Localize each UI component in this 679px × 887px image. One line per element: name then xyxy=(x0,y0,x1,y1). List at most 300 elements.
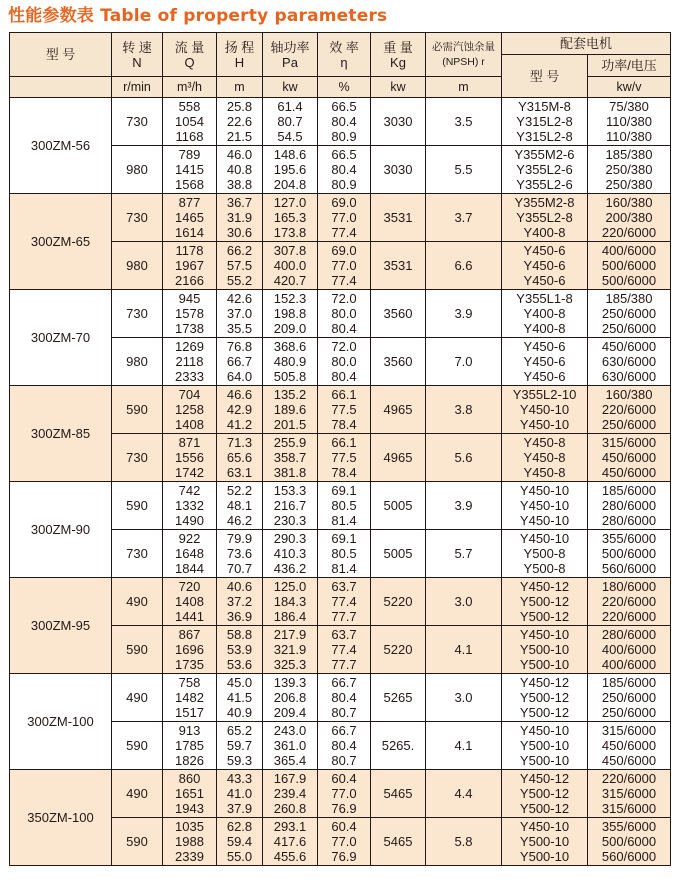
motor-model-cell-line: Y500-10 xyxy=(519,657,570,672)
efficiency-cell-line: 76.9 xyxy=(331,801,357,816)
motor-model-cell-line: Y500-10 xyxy=(519,642,570,657)
efficiency-cell-line: 76.9 xyxy=(331,849,357,864)
motor-power-cell-line: 280/6000 xyxy=(601,627,657,642)
head-cell xyxy=(217,722,263,770)
flow-cell xyxy=(163,530,217,578)
flow-cell xyxy=(163,722,217,770)
head-cell xyxy=(217,242,263,290)
weight-cell: 3531 xyxy=(371,194,426,242)
power-cell xyxy=(263,578,318,626)
speed-cell: 730 xyxy=(112,194,163,242)
flow-cell xyxy=(163,578,217,626)
motor-model-cell-line: Y355L2-6 xyxy=(516,177,573,192)
efficiency-cell xyxy=(318,146,371,194)
motor-model-cell xyxy=(502,338,588,386)
flow-cell-line: 1967 xyxy=(175,258,204,273)
efficiency-cell-line: 77.4 xyxy=(331,225,357,240)
motor-power-cell-line: 75/380 xyxy=(609,99,649,114)
power-cell-line: 201.5 xyxy=(273,417,307,432)
power-cell-line: 127.0 xyxy=(273,195,307,210)
motor-model-cell-line: Y450-12 xyxy=(519,771,570,786)
head-cell-line: 65.6 xyxy=(226,450,253,465)
motor-model-cell-line: Y450-6 xyxy=(523,354,566,369)
efficiency-cell-line: 77.7 xyxy=(331,609,357,624)
motor-model-cell xyxy=(502,770,588,818)
flow-cell xyxy=(163,770,217,818)
head-cell xyxy=(217,194,263,242)
weight-cell: 5465 xyxy=(371,770,426,818)
speed-cell: 730 xyxy=(112,98,163,146)
motor-power-cell-line: 185/380 xyxy=(605,147,653,162)
motor-model-cell-line: Y315M-8 xyxy=(518,99,571,114)
header-head: 扬 程 H xyxy=(217,33,263,77)
flow-cell-line: 2166 xyxy=(175,273,204,288)
head-cell-line: 21.5 xyxy=(226,129,253,144)
header-motor-model: 型 号 xyxy=(502,55,588,98)
npsh-cell: 6.6 xyxy=(426,242,502,290)
head-cell xyxy=(217,386,263,434)
motor-model-cell-line: Y450-12 xyxy=(519,675,570,690)
efficiency-cell-line: 80.5 xyxy=(331,546,357,561)
motor-model-cell-line: Y355L2-8 xyxy=(516,210,573,225)
npsh-cell: 3.9 xyxy=(426,290,502,338)
flow-cell-line: 1738 xyxy=(175,321,204,336)
flow-cell-line: 945 xyxy=(178,291,201,306)
flow-cell-line: 558 xyxy=(178,99,201,114)
flow-cell-line: 1054 xyxy=(175,114,204,129)
motor-power-cell-line: 250/6000 xyxy=(601,321,657,336)
flow-cell-line: 922 xyxy=(178,531,201,546)
motor-model-cell-line: Y450-12 xyxy=(519,579,570,594)
npsh-cell: 4.4 xyxy=(426,770,502,818)
motor-power-cell-line: 220/6000 xyxy=(601,609,657,624)
speed-cell: 730 xyxy=(112,530,163,578)
flow-cell-line: 1826 xyxy=(175,753,204,768)
table-row xyxy=(10,674,671,722)
power-cell xyxy=(263,674,318,722)
motor-model-cell-line: Y315L2-8 xyxy=(516,129,573,144)
motor-model-cell-line: Y400-8 xyxy=(523,321,566,336)
flow-cell xyxy=(163,626,217,674)
head-cell-line: 46.6 xyxy=(226,387,253,402)
flow-cell-line: 1415 xyxy=(175,162,204,177)
motor-power-cell-line: 450/6000 xyxy=(601,465,657,480)
motor-power-cell xyxy=(588,674,671,722)
flow-cell-line: 1408 xyxy=(175,417,204,432)
speed-cell: 490 xyxy=(112,770,163,818)
power-cell-line: 400.0 xyxy=(273,258,307,273)
flow-cell-line: 867 xyxy=(178,627,201,642)
speed-cell: 980 xyxy=(112,242,163,290)
efficiency-cell-line: 80.9 xyxy=(331,129,357,144)
power-cell-line: 80.7 xyxy=(277,114,303,129)
motor-power-cell-line: 185/6000 xyxy=(601,483,657,498)
motor-model-cell xyxy=(502,674,588,722)
efficiency-cell xyxy=(318,194,371,242)
motor-model-cell-line: Y355M2-8 xyxy=(514,195,575,210)
weight-cell: 5265. xyxy=(371,722,426,770)
speed-cell: 590 xyxy=(112,482,163,530)
efficiency-cell-line: 80.4 xyxy=(331,114,357,129)
motor-power-cell-line: 220/6000 xyxy=(601,771,657,786)
head-cell-line: 42.9 xyxy=(226,402,253,417)
unit-weight: kw xyxy=(371,77,426,98)
npsh-cell: 3.7 xyxy=(426,194,502,242)
motor-power-cell-line: 450/6000 xyxy=(601,738,657,753)
flow-cell-line: 758 xyxy=(178,675,201,690)
efficiency-cell-line: 69.1 xyxy=(331,531,357,546)
unit-npsh: m xyxy=(426,77,502,98)
motor-model-cell xyxy=(502,434,588,482)
motor-model-cell xyxy=(502,242,588,290)
efficiency-cell xyxy=(318,290,371,338)
power-cell xyxy=(263,146,318,194)
unit-efficiency: % xyxy=(318,77,371,98)
power-cell xyxy=(263,434,318,482)
table-row xyxy=(10,770,671,818)
efficiency-cell-line: 77.0 xyxy=(331,834,357,849)
power-cell-line: 321.9 xyxy=(273,642,307,657)
motor-power-cell-line: 500/6000 xyxy=(601,273,657,288)
power-cell-line: 61.4 xyxy=(277,99,303,114)
power-cell xyxy=(263,530,318,578)
flow-cell-line: 1651 xyxy=(175,786,204,801)
motor-power-cell-line: 250/6000 xyxy=(601,690,657,705)
motor-power-cell xyxy=(588,194,671,242)
power-cell-line: 436.2 xyxy=(273,561,307,576)
motor-power-cell-line: 250/6000 xyxy=(601,306,657,321)
efficiency-cell xyxy=(318,530,371,578)
motor-model-cell xyxy=(502,626,588,674)
head-cell-line: 35.5 xyxy=(226,321,253,336)
page-title: 性能参数表 Table of property parameters xyxy=(8,6,388,26)
efficiency-cell-line: 66.7 xyxy=(331,675,357,690)
flow-cell-line: 720 xyxy=(178,579,201,594)
motor-model-cell-line: Y450-6 xyxy=(523,339,566,354)
motor-model-cell xyxy=(502,818,588,866)
head-cell-line: 79.9 xyxy=(226,531,253,546)
head-cell xyxy=(217,482,263,530)
npsh-cell: 5.5 xyxy=(426,146,502,194)
efficiency-cell-line: 60.4 xyxy=(331,771,357,786)
head-cell-line: 31.9 xyxy=(226,210,253,225)
motor-model-cell-line: Y450-8 xyxy=(523,435,566,450)
head-cell-line: 59.3 xyxy=(226,753,253,768)
efficiency-cell-line: 80.4 xyxy=(331,690,357,705)
efficiency-cell-line: 80.0 xyxy=(331,354,357,369)
power-cell-line: 293.1 xyxy=(273,819,307,834)
motor-power-cell-line: 315/6000 xyxy=(601,435,657,450)
motor-power-cell xyxy=(588,290,671,338)
head-cell-line: 63.1 xyxy=(226,465,253,480)
unit-flow: m³/h xyxy=(163,77,217,98)
power-cell-line: 209.0 xyxy=(273,321,307,336)
motor-model-cell-line: Y500-8 xyxy=(523,546,566,561)
flow-cell xyxy=(163,482,217,530)
flow-cell xyxy=(163,386,217,434)
head-cell-line: 70.7 xyxy=(226,561,253,576)
flow-cell-line: 1441 xyxy=(175,609,204,624)
motor-model-cell-line: Y500-12 xyxy=(519,609,570,624)
head-cell-line: 71.3 xyxy=(226,435,253,450)
motor-power-cell xyxy=(588,530,671,578)
efficiency-cell-line: 77.0 xyxy=(331,786,357,801)
speed-cell: 590 xyxy=(112,386,163,434)
motor-power-cell xyxy=(588,434,671,482)
motor-power-cell-line: 400/6000 xyxy=(601,243,657,258)
power-cell-line: 209.4 xyxy=(273,705,307,720)
power-cell-line: 368.6 xyxy=(273,339,307,354)
head-cell-line: 46.2 xyxy=(226,513,253,528)
efficiency-cell xyxy=(318,722,371,770)
head-cell xyxy=(217,674,263,722)
flow-cell-line: 1178 xyxy=(175,243,204,258)
flow-cell-line: 1568 xyxy=(175,177,204,192)
motor-model-cell-line: Y500-10 xyxy=(519,834,570,849)
power-cell-line: 410.3 xyxy=(273,546,307,561)
motor-power-cell xyxy=(588,626,671,674)
power-cell-line: 325.3 xyxy=(273,657,307,672)
power-cell-line: 189.6 xyxy=(273,402,307,417)
power-cell-line: 260.8 xyxy=(273,801,307,816)
power-cell-line: 365.4 xyxy=(273,753,307,768)
power-cell-line: 217.9 xyxy=(273,627,307,642)
motor-power-cell-line: 185/6000 xyxy=(601,675,657,690)
head-cell-line: 59.7 xyxy=(226,738,253,753)
property-table xyxy=(9,32,671,866)
efficiency-cell xyxy=(318,338,371,386)
pump-model: 300ZM-65 xyxy=(10,194,112,290)
power-cell xyxy=(263,98,318,146)
head-cell-line: 30.6 xyxy=(226,225,253,240)
motor-model-cell-line: Y500-8 xyxy=(523,561,566,576)
power-cell-line: 186.4 xyxy=(273,609,307,624)
power-cell-line: 148.6 xyxy=(273,147,307,162)
efficiency-cell-line: 77.7 xyxy=(331,657,357,672)
flow-cell-line: 1035 xyxy=(175,819,204,834)
motor-model-cell xyxy=(502,194,588,242)
power-cell-line: 255.9 xyxy=(273,435,307,450)
npsh-cell: 5.7 xyxy=(426,530,502,578)
power-cell-line: 361.0 xyxy=(273,738,307,753)
efficiency-cell-line: 69.0 xyxy=(331,243,357,258)
motor-model-cell-line: Y450-6 xyxy=(523,258,566,273)
efficiency-cell-line: 77.0 xyxy=(331,258,357,273)
flow-cell-line: 1614 xyxy=(175,225,204,240)
motor-power-cell xyxy=(588,482,671,530)
motor-model-cell-line: Y450-8 xyxy=(523,465,566,480)
weight-cell: 3560 xyxy=(371,338,426,386)
efficiency-cell-line: 78.4 xyxy=(331,465,357,480)
motor-power-cell-line: 500/6000 xyxy=(601,834,657,849)
power-cell-line: 54.5 xyxy=(277,129,303,144)
flow-cell-line: 1269 xyxy=(175,339,204,354)
header-speed: 转 速 N xyxy=(112,33,163,77)
power-cell-line: 152.3 xyxy=(273,291,307,306)
head-cell-line: 57.5 xyxy=(226,258,253,273)
head-cell-line: 58.8 xyxy=(226,627,253,642)
efficiency-cell-line: 60.4 xyxy=(331,819,357,834)
power-cell-line: 167.9 xyxy=(273,771,307,786)
pump-model: 300ZM-95 xyxy=(10,578,112,674)
power-cell-line: 243.0 xyxy=(273,723,307,738)
motor-model-cell-line: Y315L2-8 xyxy=(516,114,573,129)
head-cell-line: 36.7 xyxy=(226,195,253,210)
power-cell-line: 505.8 xyxy=(273,369,307,384)
motor-model-cell-line: Y355M2-6 xyxy=(514,147,575,162)
motor-model-cell-line: Y355L2-6 xyxy=(516,162,573,177)
motor-model-cell-line: Y355L2-10 xyxy=(512,387,577,402)
weight-cell: 3030 xyxy=(371,146,426,194)
head-cell-line: 64.0 xyxy=(226,369,253,384)
motor-power-cell-line: 160/380 xyxy=(605,195,653,210)
unit-model-blank xyxy=(10,77,112,98)
efficiency-cell xyxy=(318,578,371,626)
motor-power-cell-line: 630/6000 xyxy=(601,354,657,369)
motor-model-cell xyxy=(502,482,588,530)
head-cell-line: 41.0 xyxy=(226,786,253,801)
motor-power-cell-line: 280/6000 xyxy=(601,513,657,528)
unit-head: m xyxy=(217,77,263,98)
efficiency-cell-line: 77.5 xyxy=(331,450,357,465)
power-cell-line: 165.3 xyxy=(273,210,307,225)
motor-power-cell xyxy=(588,818,671,866)
flow-cell-line: 860 xyxy=(178,771,201,786)
head-cell xyxy=(217,770,263,818)
motor-model-cell-line: Y450-10 xyxy=(519,627,570,642)
motor-model-cell-line: Y400-8 xyxy=(523,225,566,240)
weight-cell: 3531 xyxy=(371,242,426,290)
flow-cell-line: 2339 xyxy=(175,849,204,864)
motor-model-cell-line: Y500-12 xyxy=(519,705,570,720)
header-motor: 配套电机 xyxy=(502,33,671,55)
head-cell xyxy=(217,578,263,626)
header-npsh: 必需汽蚀余量 (NPSH) r xyxy=(426,33,502,77)
head-cell-line: 25.8 xyxy=(226,99,253,114)
motor-power-cell-line: 110/380 xyxy=(605,114,653,129)
motor-model-cell-line: Y450-8 xyxy=(523,450,566,465)
power-cell-line: 420.7 xyxy=(273,273,307,288)
motor-power-cell-line: 500/6000 xyxy=(601,546,657,561)
motor-power-cell-line: 560/6000 xyxy=(601,561,657,576)
efficiency-cell xyxy=(318,818,371,866)
efficiency-cell-line: 66.7 xyxy=(331,723,357,738)
power-cell-line: 358.7 xyxy=(273,450,307,465)
weight-cell: 5220 xyxy=(371,578,426,626)
power-cell xyxy=(263,770,318,818)
flow-cell-line: 1168 xyxy=(175,129,204,144)
efficiency-cell-line: 81.4 xyxy=(331,561,357,576)
flow-cell-line: 1465 xyxy=(175,210,204,225)
power-cell xyxy=(263,626,318,674)
flow-cell-line: 1408 xyxy=(175,594,204,609)
pump-model: 300ZM-70 xyxy=(10,290,112,386)
head-cell-line: 37.2 xyxy=(226,594,253,609)
head-cell-line: 40.6 xyxy=(226,579,253,594)
power-cell-line: 290.3 xyxy=(273,531,307,546)
flow-cell-line: 1258 xyxy=(175,402,204,417)
weight-cell: 5220 xyxy=(371,626,426,674)
efficiency-cell-line: 66.5 xyxy=(331,147,357,162)
head-cell-line: 76.8 xyxy=(226,339,253,354)
motor-model-cell-line: Y500-10 xyxy=(519,849,570,864)
weight-cell: 3030 xyxy=(371,98,426,146)
head-cell-line: 66.7 xyxy=(226,354,253,369)
efficiency-cell-line: 80.5 xyxy=(331,498,357,513)
npsh-cell: 3.5 xyxy=(426,98,502,146)
motor-power-cell-line: 220/6000 xyxy=(601,225,657,240)
table-row xyxy=(10,290,671,338)
head-cell xyxy=(217,530,263,578)
motor-model-cell xyxy=(502,98,588,146)
motor-model-cell-line: Y450-6 xyxy=(523,369,566,384)
power-cell-line: 135.2 xyxy=(273,387,307,402)
motor-model-cell xyxy=(502,290,588,338)
motor-power-cell-line: 315/6000 xyxy=(601,801,657,816)
efficiency-cell-line: 77.4 xyxy=(331,594,357,609)
power-cell-line: 381.8 xyxy=(273,465,307,480)
motor-power-cell-line: 250/380 xyxy=(605,177,653,192)
head-cell-line: 36.9 xyxy=(226,609,253,624)
motor-model-cell-line: Y500-12 xyxy=(519,801,570,816)
power-cell xyxy=(263,338,318,386)
flow-cell xyxy=(163,674,217,722)
motor-power-cell xyxy=(588,98,671,146)
motor-power-cell-line: 355/6000 xyxy=(601,531,657,546)
efficiency-cell-line: 77.0 xyxy=(331,210,357,225)
flow-cell-line: 789 xyxy=(178,147,201,162)
flow-cell-line: 1943 xyxy=(175,801,204,816)
efficiency-cell-line: 69.1 xyxy=(331,483,357,498)
efficiency-cell-line: 77.5 xyxy=(331,402,357,417)
motor-power-cell-line: 250/6000 xyxy=(601,417,657,432)
motor-power-cell xyxy=(588,770,671,818)
efficiency-cell xyxy=(318,626,371,674)
motor-power-cell-line: 560/6000 xyxy=(601,849,657,864)
head-cell-line: 66.2 xyxy=(226,243,253,258)
motor-model-cell xyxy=(502,146,588,194)
flow-cell-line: 742 xyxy=(178,483,201,498)
efficiency-cell-line: 80.0 xyxy=(331,306,357,321)
pump-model: 300ZM-90 xyxy=(10,482,112,578)
flow-cell xyxy=(163,194,217,242)
power-cell-line: 307.8 xyxy=(273,243,307,258)
motor-model-cell-line: Y400-8 xyxy=(523,306,566,321)
motor-power-cell-line: 450/6000 xyxy=(601,450,657,465)
efficiency-cell-line: 66.1 xyxy=(331,435,357,450)
motor-power-cell-line: 630/6000 xyxy=(601,369,657,384)
head-cell-line: 52.2 xyxy=(226,483,253,498)
head-cell-line: 59.4 xyxy=(226,834,253,849)
efficiency-cell-line: 80.7 xyxy=(331,753,357,768)
motor-power-cell-line: 500/6000 xyxy=(601,258,657,273)
power-cell-line: 184.3 xyxy=(273,594,307,609)
efficiency-cell-line: 80.4 xyxy=(331,162,357,177)
power-cell-line: 153.3 xyxy=(273,483,307,498)
efficiency-cell-line: 81.4 xyxy=(331,513,357,528)
motor-model-cell-line: Y500-12 xyxy=(519,594,570,609)
motor-model-cell-line: Y450-6 xyxy=(523,273,566,288)
motor-power-cell xyxy=(588,146,671,194)
motor-power-cell-line: 110/380 xyxy=(605,129,653,144)
flow-cell-line: 1578 xyxy=(175,306,204,321)
flow-cell-line: 1742 xyxy=(175,465,204,480)
header-model: 型 号 xyxy=(10,33,112,77)
power-cell xyxy=(263,242,318,290)
motor-model-cell-line: Y500-10 xyxy=(519,738,570,753)
motor-model-cell-line: Y500-12 xyxy=(519,690,570,705)
flow-cell xyxy=(163,98,217,146)
